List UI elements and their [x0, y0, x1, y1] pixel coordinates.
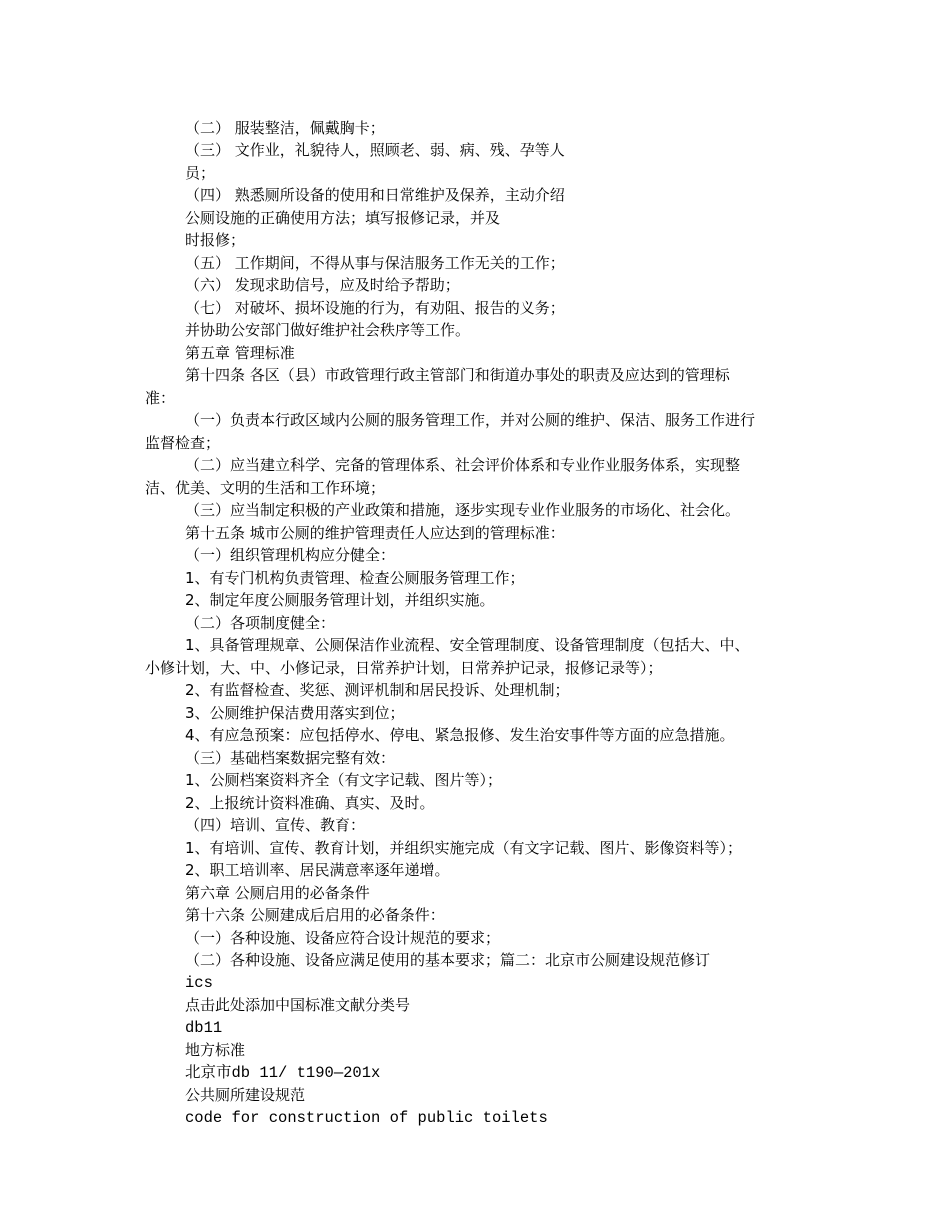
text-line: 2、职工培训率、居民满意率逐年递增。 — [185, 861, 450, 879]
text-line: 3、公厕维护保洁费用落实到位； — [185, 704, 405, 722]
text-line: 1、公厕档案资料齐全（有文字记载、图片等）； — [185, 771, 503, 789]
text-line: 2、有监督检查、奖惩、测评机制和居民投诉、处理机制； — [185, 681, 570, 699]
text-line: （三）基础档案数据完整有效： — [185, 749, 396, 767]
text-line: 2、上报统计资料准确、真实、及时。 — [185, 794, 435, 812]
text-line: db11 — [185, 1019, 223, 1037]
text-line: 小修计划，大、中、小修记录，日常养护计划，日常养护记录，报修记录等）； — [145, 659, 663, 677]
text-line: ics — [185, 974, 213, 992]
text-line: 并协助公安部门做好维护社会秩序等工作。 — [185, 321, 471, 339]
text-line: （二）应当建立科学、完备的管理体系、社会评价体系和专业作业服务体系，实现整 — [185, 456, 741, 474]
text-line: 地方标准 — [185, 1041, 246, 1059]
text-line: （一）负责本行政区域内公厕的服务管理工作，并对公厕的维护、保洁、服务工作进行 — [185, 411, 756, 429]
text-line: （二）各种设施、设备应满足使用的基本要求；篇二：北京市公厕建设规范修订 — [185, 951, 711, 969]
text-line: code for construction of public toilets — [185, 1109, 548, 1127]
text-line: 4、有应急预案：应包括停水、停电、紧急报修、发生治安事件等方面的应急措施。 — [185, 726, 735, 744]
text-line: 北京市db 11/ t190—201x — [185, 1064, 381, 1082]
text-line: 1、具备管理规章、公厕保洁作业流程、安全管理制度、设备管理制度（包括大、中、 — [185, 636, 750, 654]
text-line: 监督检查； — [145, 434, 221, 452]
article-heading: 第十六条 公厕建成后启用的必备条件： — [185, 906, 445, 924]
text-line: 准： — [145, 389, 176, 407]
text-line: （一）组织管理机构应分健全： — [185, 546, 396, 564]
text-line: 点击此处添加中国标准文献分类号 — [185, 996, 411, 1014]
chapter-heading: 第六章 公厕启用的必备条件 — [185, 884, 370, 902]
text-line: （七） 对破坏、损坏设施的行为，有劝阻、报告的义务； — [185, 299, 565, 317]
text-line: 公共厕所建设规范 — [185, 1086, 306, 1104]
text-line: （三） 文作业，礼貌待人，照顾老、弱、病、残、孕等人 — [185, 141, 565, 159]
text-line: 1、有专门机构负责管理、检查公厕服务管理工作； — [185, 569, 525, 587]
text-line: 2、制定年度公厕服务管理计划，并组织实施。 — [185, 591, 495, 609]
text-line: （一）各种设施、设备应符合设计规范的要求； — [185, 929, 501, 947]
text-line: （五） 工作期间，不得从事与保洁服务工作无关的工作； — [185, 254, 565, 272]
text-line: （二） 服装整洁，佩戴胸卡； — [185, 119, 385, 137]
article-heading: 第十四条 各区（县）市政管理行政主管部门和街道办事处的职责及应达到的管理标 — [185, 366, 730, 384]
text-line: （三）应当制定积极的产业政策和措施，逐步实现专业作业服务的市场化、社会化。 — [185, 501, 741, 519]
article-heading: 第十五条 城市公厕的维护管理责任人应达到的管理标准： — [185, 524, 565, 542]
text-line: 时报修； — [185, 231, 246, 249]
text-line: （二）各项制度健全： — [185, 614, 336, 632]
text-line: （四）培训、宣传、教育： — [185, 816, 366, 834]
text-line: 1、有培训、宣传、教育计划，并组织实施完成（有文字记载、图片、影像资料等）； — [185, 839, 743, 857]
text-line: 洁、优美、文明的生活和工作环境； — [145, 479, 386, 497]
text-line: 公厕设施的正确使用方法；填写报修记录，并及 — [185, 209, 501, 227]
text-line: （四） 熟悉厕所设备的使用和日常维护及保养，主动介绍 — [185, 186, 565, 204]
chapter-heading: 第五章 管理标准 — [185, 344, 295, 362]
text-line: （六） 发现求助信号，应及时给予帮助； — [185, 276, 460, 294]
text-line: 员； — [185, 164, 216, 182]
